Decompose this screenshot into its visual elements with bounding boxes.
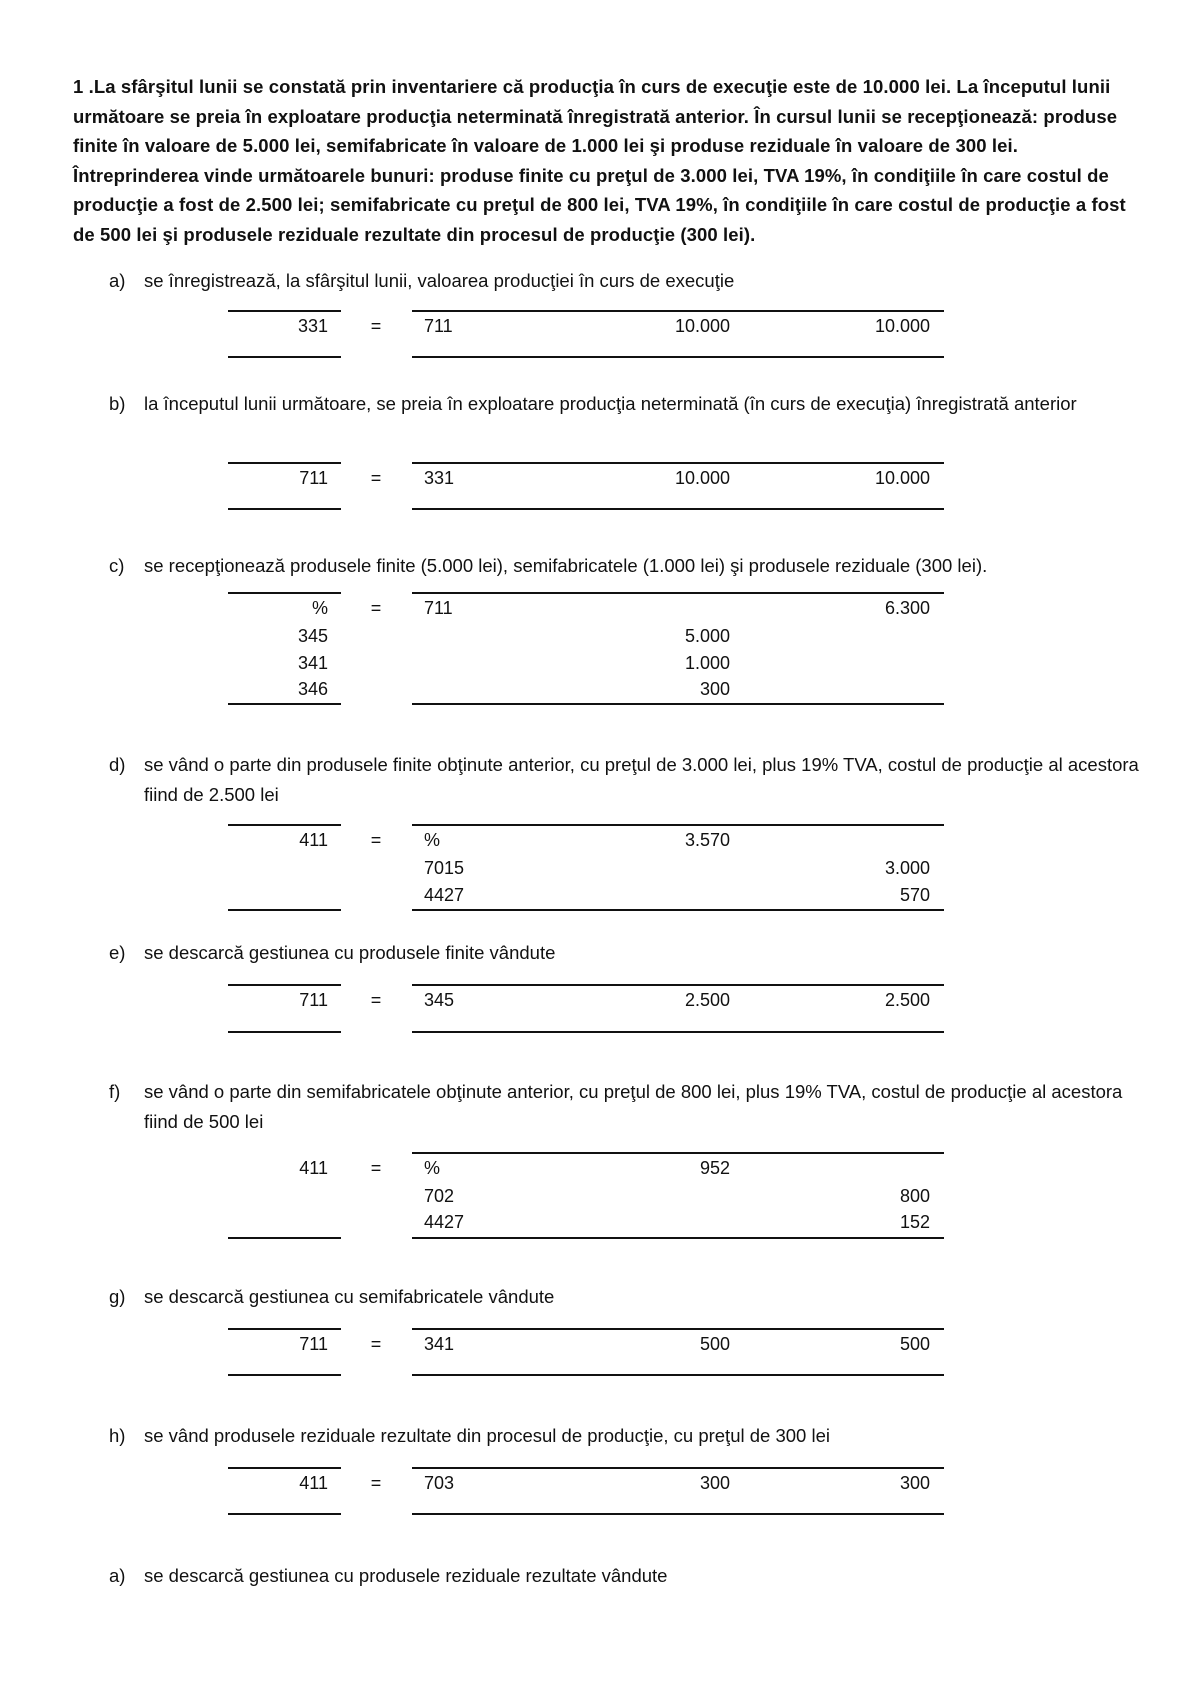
subaccount-amount: 570	[899, 885, 930, 905]
item-letter: b)	[109, 393, 126, 414]
equals-sign: =	[370, 468, 382, 488]
rule-debit-bottom	[228, 508, 341, 510]
equals-sign: =	[370, 1158, 382, 1178]
credit-account: 341	[424, 1334, 455, 1354]
equals-sign: =	[370, 1473, 382, 1493]
total-amount: 6.300	[884, 598, 930, 618]
rule-debit-top	[228, 1328, 341, 1330]
debit-account: 711	[299, 1334, 328, 1354]
rule-credit-top	[412, 1328, 944, 1330]
debit-account: 411	[299, 1158, 328, 1178]
equals-sign: =	[370, 990, 382, 1010]
rule-debit-bottom	[228, 1374, 341, 1376]
rule-debit-bottom	[228, 1237, 341, 1239]
rule-debit-top	[228, 1467, 341, 1469]
credit-account: 345	[424, 990, 455, 1010]
subaccount: 345	[297, 626, 328, 646]
debit-account: 711	[299, 468, 328, 488]
subaccount: 4427	[424, 1212, 465, 1232]
rule-credit-top	[412, 984, 944, 986]
item-text: se descarcă gestiunea cu produsele reziduale rezultate vândute	[144, 1565, 668, 1586]
rule-credit-top	[412, 462, 944, 464]
credit-account: 331	[424, 468, 455, 488]
amount-credit: 500	[899, 1334, 930, 1354]
rule-debit-top	[228, 824, 341, 826]
amount-debit: 500	[699, 1334, 730, 1354]
rule-credit-top	[412, 310, 944, 312]
item-letter: e)	[109, 942, 126, 963]
equals-sign: =	[370, 598, 382, 618]
item-letter: f)	[109, 1081, 121, 1102]
amount-credit: 10.000	[874, 316, 930, 336]
rule-credit-bottom	[412, 909, 944, 911]
subaccount-amount: 152	[899, 1212, 930, 1232]
rule-credit-bottom	[412, 356, 944, 358]
item-text: se descarcă gestiunea cu produsele finite vândute	[144, 942, 556, 963]
problem-statement: 1 .La sfârşitul lunii se constată prin inventariere că producţia în curs de execuţie este de 10.000 lei. La începutul lunii următoare se preia în exploatare producţia neterminată înregistrată anterior. În cursul lunii se recepţionează: produse finite în valoare de 5.000 lei, semifabricate în valoare de 1.000 lei şi produse reziduale în valoare de 300 lei. Întreprinderea vinde următoarele bunuri: produse finite cu preţul de 3.000 lei, TVA 19%, în condiţiile în care costul de producţie a fost de 2.500 lei; semifabricate cu preţul de 800 lei, TVA 19%, în condiţiile în care costul de producţie a fost de 500 lei şi produsele reziduale rezultate din procesul de producţie (300 lei).	[73, 76, 1126, 245]
item-text: se înregistrează, la sfârşitul lunii, valoarea producţiei în curs de execuţie	[144, 270, 735, 291]
item-text: se vând produsele reziduale rezultate din procesul de producţie, cu preţul de 300 lei	[144, 1425, 830, 1446]
item-text: se descarcă gestiunea cu semifabricatele vândute	[144, 1286, 555, 1307]
debit-account: 411	[299, 1473, 328, 1493]
item-letter: h)	[109, 1425, 126, 1446]
rule-debit-top	[228, 462, 341, 464]
amount-debit: 300	[699, 1473, 730, 1493]
credit-account: 703	[424, 1473, 455, 1493]
rule-debit-top	[228, 984, 341, 986]
credit-account: %	[424, 830, 441, 850]
subaccount: 4427	[424, 885, 465, 905]
amount-debit: 10.000	[674, 468, 730, 488]
rule-debit-bottom	[228, 1513, 341, 1515]
amount-credit: 2.500	[884, 990, 930, 1010]
debit-account: 411	[299, 830, 328, 850]
subaccount-amount: 300	[699, 679, 730, 699]
rule-credit-bottom	[412, 1237, 944, 1239]
rule-debit-top	[228, 310, 341, 312]
total-amount: 952	[699, 1158, 730, 1178]
subaccount-amount: 5.000	[684, 626, 730, 646]
credit-account: %	[424, 1158, 441, 1178]
rule-debit-bottom	[228, 703, 341, 705]
item-letter: a)	[109, 270, 126, 291]
rule-credit-top	[412, 1467, 944, 1469]
credit-account: 711	[424, 598, 453, 618]
subaccount-amount: 800	[899, 1186, 930, 1206]
total-amount: 3.570	[684, 830, 730, 850]
rule-debit-bottom	[228, 909, 341, 911]
debit-account: 711	[299, 990, 328, 1010]
subaccount: 7015	[424, 858, 465, 878]
subaccount: 341	[297, 653, 328, 673]
subaccount-amount: 1.000	[684, 653, 730, 673]
rule-credit-bottom	[412, 1513, 944, 1515]
item-letter: d)	[109, 754, 126, 775]
equals-sign: =	[370, 830, 382, 850]
amount-credit: 10.000	[874, 468, 930, 488]
rule-debit-bottom	[228, 356, 341, 358]
item-text: se vând o parte din semifabricatele obţinute anterior, cu preţul de 800 lei, plus 19% TVA, costul de producţie al acestora fiind de 500 lei	[144, 1081, 1123, 1132]
item-text: la începutul lunii următoare, se preia în exploatare producţia neterminată (în curs de execuţia) înregistrată anterior	[144, 393, 1077, 414]
rule-debit-bottom	[228, 1031, 341, 1033]
amount-debit: 2.500	[684, 990, 730, 1010]
item-letter: a)	[109, 1565, 126, 1586]
subaccount: 346	[297, 679, 328, 699]
debit-account: %	[311, 598, 328, 618]
subaccount-amount: 3.000	[884, 858, 930, 878]
amount-debit: 10.000	[674, 316, 730, 336]
item-text: se recepţionează produsele finite (5.000 lei), semifabricatele (1.000 lei) şi produsele reziduale (300 lei).	[144, 555, 988, 576]
rule-credit-top	[412, 592, 944, 594]
rule-debit-top	[228, 592, 341, 594]
equals-sign: =	[370, 1334, 382, 1354]
rule-credit-bottom	[412, 703, 944, 705]
equals-sign: =	[370, 316, 382, 336]
item-letter: g)	[109, 1286, 126, 1307]
rule-credit-top	[412, 824, 944, 826]
item-text: se vând o parte din produsele finite obţinute anterior, cu preţul de 3.000 lei, plus 19% TVA, costul de producţie al acestora fiind de 2.500 lei	[144, 754, 1139, 805]
debit-account: 331	[297, 316, 328, 336]
rule-credit-bottom	[412, 1031, 944, 1033]
rule-debit-top	[412, 1152, 944, 1154]
subaccount: 702	[424, 1186, 455, 1206]
item-letter: c)	[109, 555, 125, 576]
rule-credit-bottom	[412, 508, 944, 510]
amount-credit: 300	[899, 1473, 930, 1493]
rule-credit-bottom	[412, 1374, 944, 1376]
credit-account: 711	[424, 316, 453, 336]
